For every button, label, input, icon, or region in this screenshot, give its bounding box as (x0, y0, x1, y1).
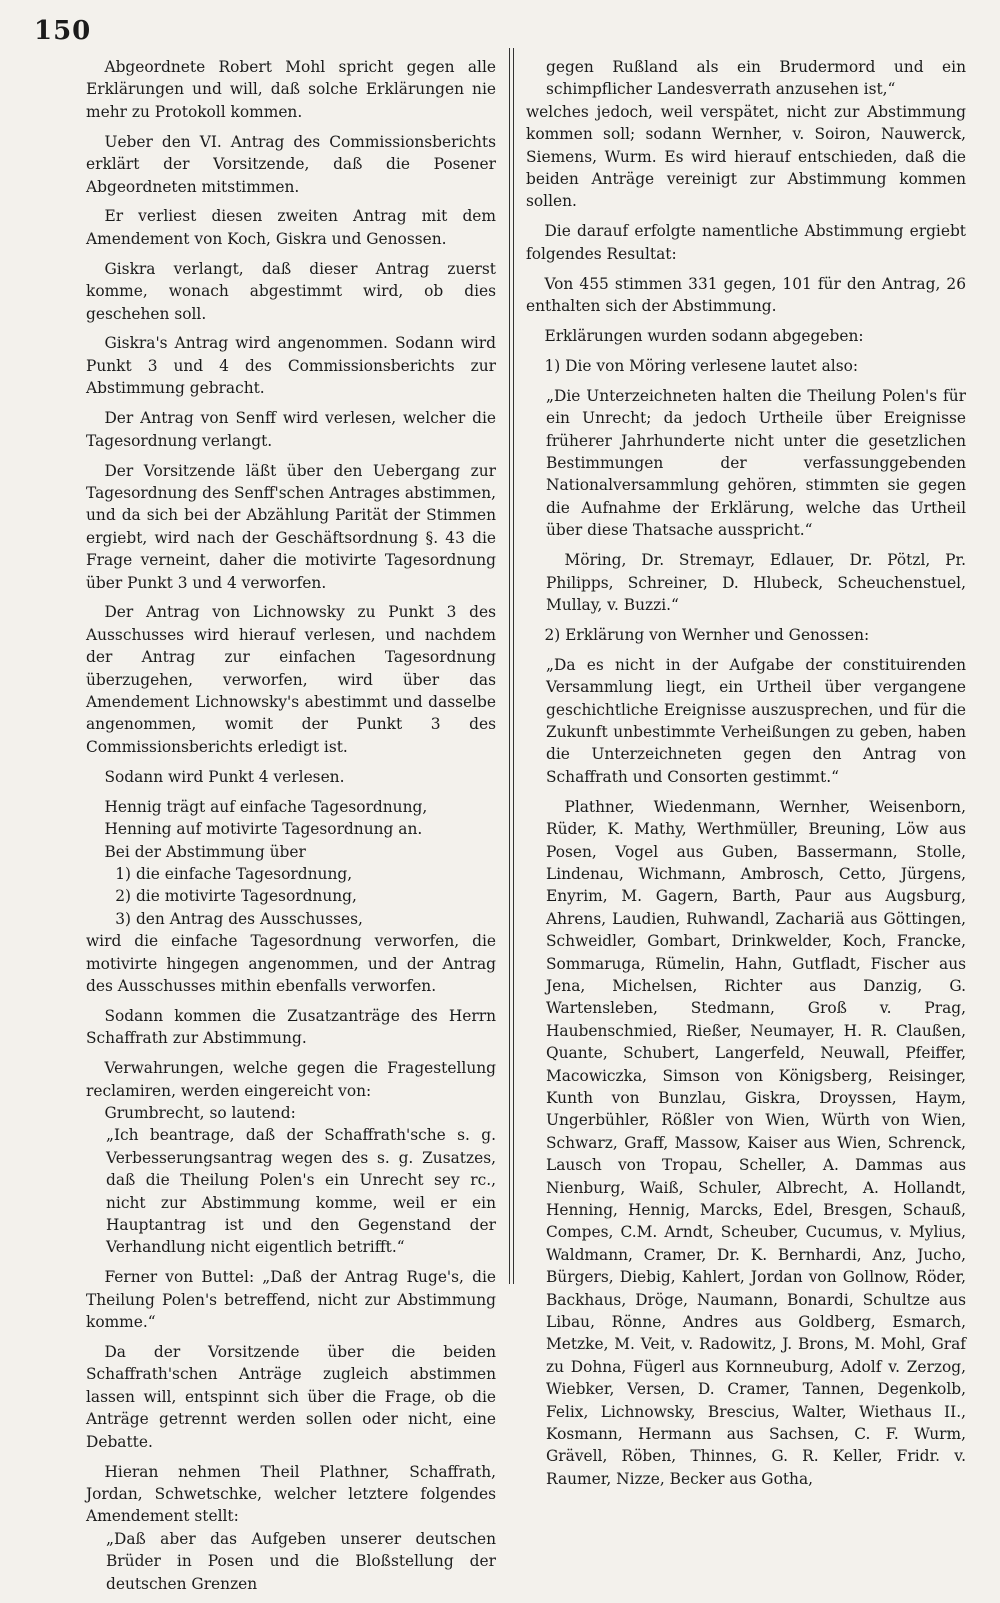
list-item: 1) die einfache Tagesordnung, (115, 864, 353, 883)
paragraph: Hieran nehmen Theil Plathner, Schaffrath, Jordan, Schwetschke, welcher letztere folgendes Amendement stellt: (86, 1462, 496, 1526)
paragraph: Ferner von Buttel: „Daß der Antrag Ruge's, die Theilung Polen's betreffend, nicht zur Abstimmung komme.“ (86, 1268, 496, 1332)
paragraph: Grumbrecht, so lautend: (104, 1103, 296, 1122)
quotation: „Daß aber das Aufgeben unserer deutschen Brüder in Posen und die Bloßstellung der deutschen Grenzen (106, 1529, 496, 1593)
paragraph: Von 455 stimmen 331 gegen, 101 für den Antrag, 26 enthalten sich der Abstimmung. (526, 274, 966, 316)
paragraph: Bei der Abstimmung über (104, 842, 306, 861)
paragraph: 1) Die von Möring verlesene lautet also: (544, 356, 859, 375)
list-item: 2) die motivirte Tagesordnung, (115, 887, 357, 906)
paragraph: 2) Erklärung von Wernher und Genossen: (544, 625, 870, 644)
paragraph: Giskra's Antrag wird angenommen. Sodann wird Punkt 3 und 4 des Commissionsberichts zur Abstimmung gebracht. (86, 334, 496, 398)
paragraph: Abgeordnete Robert Mohl spricht gegen alle Erklärungen und will, daß solche Erklärungen nie mehr zu Protokoll kommen. (86, 58, 496, 121)
paragraph: welches jedoch, weil verspätet, nicht zur Abstimmung kommen soll; sodann Wernher, v. Soiron, Nauwerck, Siemens, Wurm. Es wird hierauf entschieden, daß die beiden Anträge vereinigt zur Abstimmung kommen sollen. (526, 102, 966, 211)
paragraph: Die darauf erfolgte namentliche Abstimmung ergiebt folgendes Resultat: (526, 222, 966, 263)
vote-list (115, 863, 496, 930)
right-column (526, 56, 966, 1498)
paragraph: Sodann wird Punkt 4 verlesen. (104, 767, 345, 786)
paragraph: Da der Vorsitzende über die beiden Schaffrath'schen Anträge zugleich abstimmen lassen will, entspinnt sich über die Frage, ob die Anträge getrennt werden sollen oder nicht, eine Debatte. (86, 1343, 496, 1451)
quotation-continued: gegen Rußland als ein Brudermord und ein schimpflicher Landesverrath anzusehen ist,“ (546, 58, 966, 99)
paragraph: wird die einfache Tagesordnung verworfen, die motivirte hingegen angenommen, und der Antrag des Ausschusses mithin ebenfalls verworfen. (86, 932, 496, 995)
paragraph: Verwahrungen, welche gegen die Fragestellung reclamiren, werden eingereicht von: (86, 1059, 496, 1100)
paragraph: Sodann kommen die Zusatzanträge des Herrn Schaffrath zur Abstimmung. (86, 1006, 496, 1048)
paragraph: Der Antrag von Senff wird verlesen, welcher die Tagesordnung verlangt. (86, 409, 496, 450)
paragraph: Giskra verlangt, daß dieser Antrag zuerst komme, wonach abgestimmt wird, ob dies geschehen soll. (86, 259, 496, 323)
column-divider (509, 48, 514, 1284)
paragraph: Henning auf motivirte Tagesordnung an. (104, 820, 423, 839)
page-number: 150 (34, 16, 92, 46)
paragraph: Der Antrag von Lichnowsky zu Punkt 3 des Ausschusses wird hierauf verlesen, und nachdem der Antrag zur einfachen Tagesordnung überzugehen, verworfen, wird über das Amendement Lichnowsky's abestimmt und dasselbe angenommen, womit der Punkt 3 des Commissionsberichts erledigt ist. (86, 603, 496, 756)
quotation: „Da es nicht in der Aufgabe der constituirenden Versammlung liegt, ein Urtheil über vergangene geschichtliche Ereignisse auszusprechen, und für die Zukunft unbestimmte Verheißungen zu geben, haben die Unterzeichneten gegen den Antrag von Schaffrath und Consorten gestimmt.“ (546, 655, 966, 786)
list-item: 3) den Antrag des Ausschusses, (115, 909, 363, 928)
quotation: „Die Unterzeichneten halten die Theilung Polen's für ein Unrecht; da jedoch Urtheile über Ereignisse früherer Jahrhunderte nicht unter die gesetzlichen Bestimmungen der verfassunggebenden Nationalversammlung gehören, stimmten sie gegen die Aufnahme der Erklärung, welche das Urtheil über diese Thatsache ausspricht.“ (546, 386, 966, 540)
paragraph: Er verliest diesen zweiten Antrag mit dem Amendement von Koch, Giskra und Genossen. (86, 207, 496, 248)
signatories-list: Möring, Dr. Stremayr, Edlauer, Dr. Pötzl, Pr. Philipps, Schreiner, D. Hlubeck, Scheuchenstuel, Mullay, v. Buzzi.“ (546, 551, 966, 614)
paragraph: Ueber den VI. Antrag des Commissionsberichts erklärt der Vorsitzende, daß die Posener Abgeordneten mitstimmen. (86, 132, 496, 196)
paragraph: Erklärungen wurden sodann abgegeben: (544, 326, 864, 345)
quotation: „Ich beantrage, daß der Schaffrath'sche s. g. Verbesserungsantrag wegen des s. g. Zusatzes, daß die Theilung Polen's ein Unrecht sey rc., nicht zur Abstimmung komme, weil er ein Hauptantrag ist und den Gegenstand der Verhandlung nicht eigentlich betrifft.“ (106, 1126, 496, 1257)
signatories-list: Plathner, Wiedenmann, Wernher, Weisenborn, Rüder, K. Mathy, Werthmüller, Breuning, Löw aus Posen, Vogel aus Guben, Bassermann, Stolle, Lindenau, Wichmann, Ambrosch, Cetto, Jürgens, Enyrim, M. Gagern, Barth, Paur aus Augsburg, Ahrens, Laudien, Ruhwandl, Zachariä aus Göttingen, Schweidler, Gombart, Drinkwelder, Koch, Francke, Sommaruga, Rümelin, Hahn, Gutfladt, Fischer aus Jena, Michelsen, Richter aus Danzig, G. Wartensleben, Stedmann, Groß v. Prag, Haubenschmied, Rießer, Neumayer, H. R. Claußen, Quante, Schubert, Langerfeld, Neuwall, Pfeiffer, Macowiczka, Simson von Königsberg, Reisinger, Kunth von Bunzlau, Giskra, Droyssen, Haym, Ungerbühler, Rößler von Wien, Würth von Wien, Schwarz, Graff, Massow, Kaiser aus Wien, Schrenck, Lausch von Tropau, Scheller, A. Dammas aus Nienburg, Waiß, Schuler, Albrecht, A. Hollandt, Henning, Hennig, Marcks, Edel, Bresgen, Schauß, Compes, C.M. Arndt, Scheuber, Cucumus, v. Mylius, Waldmann, Cramer, Dr. K. Bernhardi, Anz, Jucho, Bürgers, Diebig, Kahlert, Jordan von Gollnow, Röder, Backhaus, Dröge, Naumann, Bonardi, Schultze aus Libau, Rönne, Andres aus Goldberg, Esmarch, Metzke, M. Veit, v. Radowitz, J. Brons, M. Mohl, Graf zu Dohna, Fügerl aus Kornneuburg, Adolf v. Zerzog, Wiebker, Versen, D. Cramer, Tannen, Degenkolb, Felix, Lichnowsky, Brescius, Walter, Wiethaus II., Kosmann, Hermann aus Sachsen, C. F. Wurm, Grävell, Röben, Thinnes, G. R. Keller, Fridr. v. Raumer, Nizze, Becker aus Gotha, (546, 797, 966, 1488)
paragraph: Hennig trägt auf einfache Tagesordnung, (104, 797, 428, 816)
left-column (86, 56, 496, 1603)
paragraph: Der Vorsitzende läßt über den Uebergang zur Tagesordnung des Senff'schen Antrages abstimmen, und da sich bei der Abzählung Parität der Stimmen ergiebt, wird nach der Geschäftsordnung §. 43 die Frage verneint, daher die motivirte Tagesordnung über Punkt 3 und 4 verworfen. (86, 461, 496, 592)
